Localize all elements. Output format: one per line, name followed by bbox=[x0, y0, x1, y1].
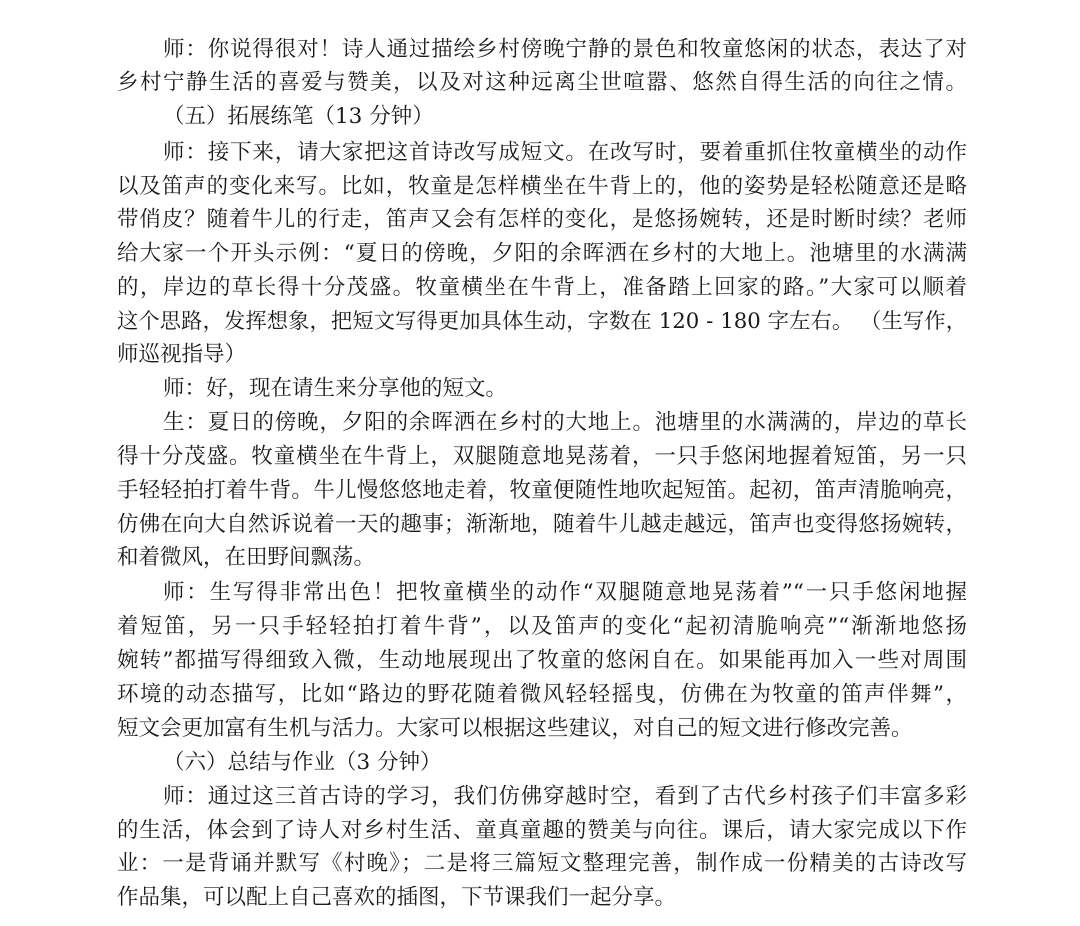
paragraph-line: 婉转”都描写得细致入微，生动地展现出了牧童的悠闲自在。如果能再加入一些对周围 bbox=[117, 648, 967, 673]
paragraph-line: 着短笛，另一只手轻轻拍打着牛背”，以及笛声的变化“起初清脆响亮”“渐渐地悠扬 bbox=[117, 614, 967, 639]
paragraph-line: 带俏皮？随着牛儿的行走，笛声又会有怎样的变化，是悠扬婉转，还是时断时续？老师 bbox=[117, 207, 967, 232]
paragraph-line: 仿佛在向大自然诉说着一天的趣事；渐渐地，随着牛儿越走越远，笛声也变得悠扬婉转， bbox=[117, 512, 967, 537]
paragraph-line: 师：通过这三首古诗的学习，我们仿佛穿越时空，看到了古代乡村孩子们丰富多彩 bbox=[163, 784, 967, 809]
paragraph-line: 这个思路，发挥想象，把短文写得更加具体生动，字数在 120 - 180 字左右。 （生写作， bbox=[117, 309, 967, 334]
paragraph-line: 短文会更加富有生机与活力。大家可以根据这些建议，对自己的短文进行修改完善。 bbox=[117, 716, 913, 741]
paragraph-line: 乡村宁静生活的喜爱与赞美，以及对这种远离尘世喧嚣、悠然自得生活的向往之情。 bbox=[117, 70, 967, 95]
paragraph-line: 师巡视指导） bbox=[117, 342, 247, 367]
paragraph-line: 师：好，现在请生来分享他的短文。 bbox=[163, 376, 508, 401]
paragraph-line: 和着微风，在田野间飘荡。 bbox=[117, 545, 376, 570]
paragraph-line: 师：生写得非常出色！把牧童横坐的动作“双腿随意地晃荡着”“一只手悠闲地握 bbox=[163, 580, 967, 605]
paragraph-line: 得十分茂盛。牧童横坐在牛背上，双腿随意地晃荡着，一只手悠闲地握着短笛，另一只 bbox=[117, 444, 967, 469]
paragraph-line: 的生活，体会到了诗人对乡村生活、童真童趣的赞美与向往。课后，请大家完成以下作 bbox=[117, 818, 967, 843]
section-heading: （六）总结与作业（3 分钟） bbox=[163, 750, 442, 775]
paragraph-line: 作品集，可以配上自己喜欢的插图，下节课我们一起分享。 bbox=[117, 885, 677, 910]
paragraph-line: 给大家一个开头示例：“夏日的傍晚，夕阳的余晖洒在乡村的大地上。池塘里的水满满 bbox=[117, 241, 967, 266]
paragraph-line: 业：一是背诵并默写《村晚》；二是将三篇短文整理完善，制作成一份精美的古诗改写 bbox=[117, 851, 967, 876]
paragraph-line: 以及笛声的变化来写。比如，牧童是怎样横坐在牛背上的，他的姿势是轻松随意还是略 bbox=[117, 174, 967, 199]
paragraph-line: 的，岸边的草长得十分茂盛。牧童横坐在牛背上，准备踏上回家的路。”大家可以顺着 bbox=[117, 275, 967, 300]
paragraph-line: 师：接下来，请大家把这首诗改写成短文。在改写时，要着重抓住牧童横坐的动作 bbox=[163, 140, 967, 165]
paragraph-line: 生：夏日的傍晚，夕阳的余晖洒在乡村的大地上。池塘里的水满满的，岸边的草长 bbox=[163, 410, 967, 435]
paragraph-line: 师：你说得很对！诗人通过描绘乡村傍晚宁静的景色和牧童悠闲的状态，表达了对 bbox=[163, 37, 967, 62]
paragraph-line: 手轻轻拍打着牛背。牛儿慢悠悠地走着，牧童便随性地吹起短笛。起初，笛声清脆响亮， bbox=[117, 478, 967, 503]
paragraph-line: 环境的动态描写，比如“路边的野花随着微风轻轻摇曳，仿佛在为牧童的笛声伴舞”， bbox=[117, 682, 967, 707]
section-heading: （五）拓展练笔（13 分钟） bbox=[163, 104, 434, 129]
